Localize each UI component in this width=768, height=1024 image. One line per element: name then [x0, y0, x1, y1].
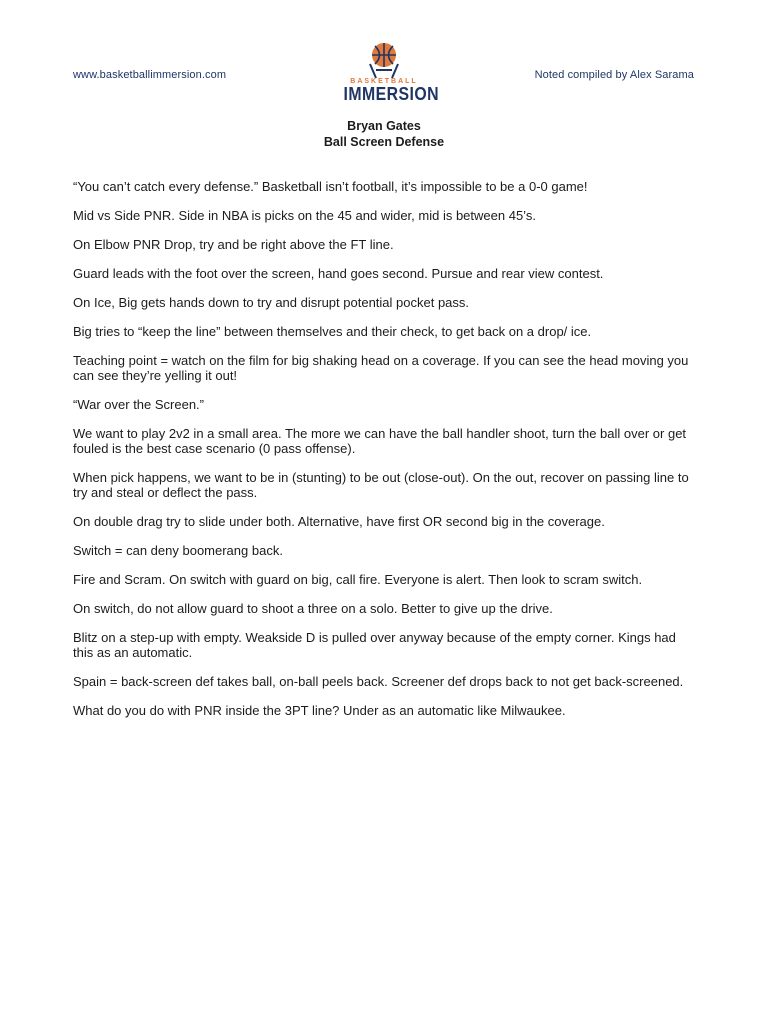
note-paragraph: On double drag try to slide under both. Alternative, have first OR second big in the coverage. — [73, 514, 605, 529]
note-paragraph: Guard leads with the foot over the screen, hand goes second. Pursue and rear view contest. — [73, 266, 604, 281]
note-paragraph: Teaching point = watch on the film for big shaking head on a coverage. If you can see the head moving you can see they’re yelling it out! — [73, 353, 689, 383]
title-block — [0, 118, 768, 150]
note-paragraph: What do you do with PNR inside the 3PT line? Under as an automatic like Milwaukee. — [73, 703, 566, 718]
note-paragraph: Blitz on a step-up with empty. Weakside D is pulled over anyway because of the empty corner. Kings had this as an automatic. — [73, 630, 676, 660]
note-paragraph: Fire and Scram. On switch with guard on big, call fire. Everyone is alert. Then look to scram switch. — [73, 572, 643, 587]
speaker-name: Bryan Gates — [347, 119, 421, 133]
basketball-hoop-icon — [338, 40, 430, 80]
note-paragraph: When pick happens, we want to be in (stunting) to be out (close-out). On the out, recover on passing line to try and steal or deflect the pass. — [73, 470, 689, 500]
credit-text: Noted compiled by Alex Sarama — [534, 69, 694, 81]
note-paragraph: On Ice, Big gets hands down to try and disrupt potential pocket pass. — [73, 295, 470, 310]
note-paragraph: Mid vs Side PNR. Side in NBA is picks on the 45 and wider, mid is between 45’s. — [73, 208, 536, 223]
notes-list — [73, 179, 698, 732]
note-paragraph: Spain = back-screen def takes ball, on-ball peels back. Screener def drops back to not get back-screened. — [73, 674, 684, 689]
note-paragraph: We want to play 2v2 in a small area. The more we can have the ball handler shoot, turn the ball over or get fouled is the best case scenario (0 pass offense). — [73, 426, 687, 456]
topic-title: Ball Screen Defense — [323, 135, 445, 149]
logo-main-text: IMMERSION — [343, 84, 440, 104]
note-paragraph: Switch = can deny boomerang back. — [73, 543, 283, 558]
note-paragraph: “War over the Screen.” — [73, 397, 205, 412]
note-paragraph: On Elbow PNR Drop, try and be right above the FT line. — [73, 237, 394, 252]
note-paragraph: Big tries to “keep the line” between themselves and their check, to get back on a drop/ ice. — [73, 324, 592, 339]
website-link[interactable]: www.basketballimmersion.com — [73, 69, 227, 81]
note-paragraph: “You can’t catch every defense.” Basketball isn’t football, it’s impossible to be a 0-0 game! — [73, 179, 588, 194]
note-paragraph: On switch, do not allow guard to shoot a three on a solo. Better to give up the drive. — [73, 601, 553, 616]
logo-top-text: BASKETBALL — [350, 78, 418, 85]
basketball-immersion-logo — [338, 40, 440, 104]
